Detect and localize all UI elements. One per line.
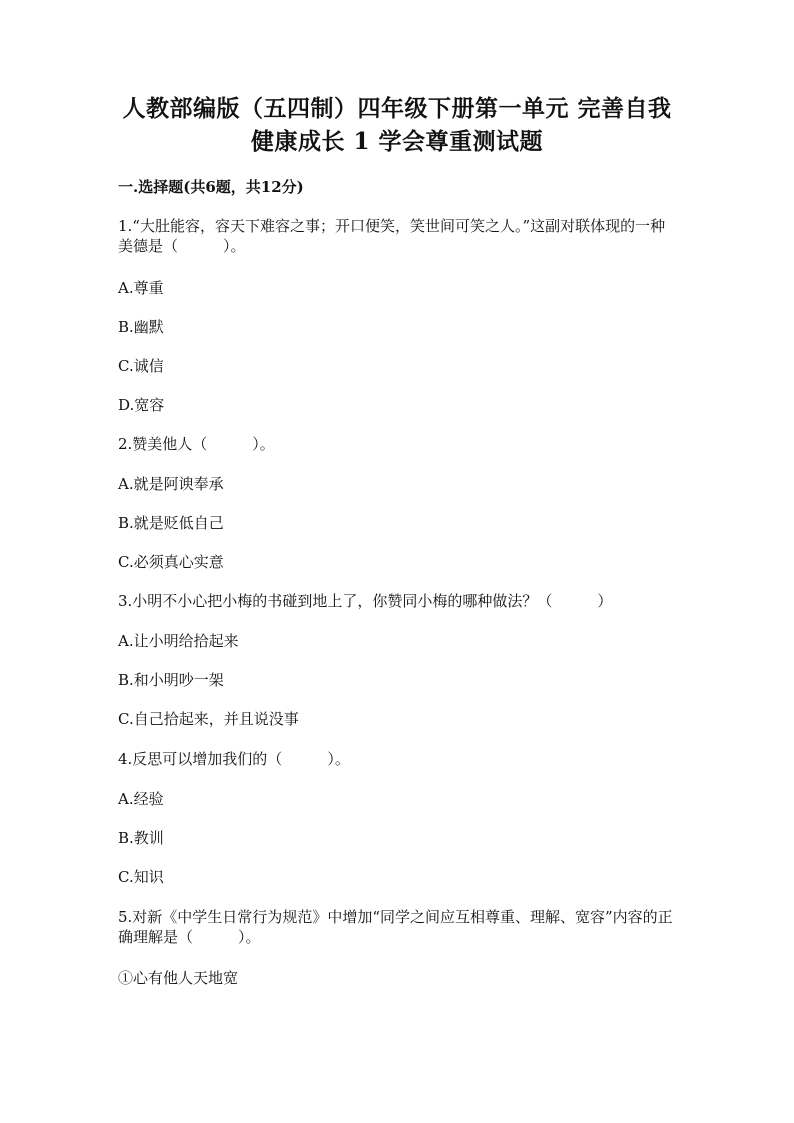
question-3-option-c[interactable]: C.自己拾起来，并且说没事 <box>118 710 299 728</box>
question-4-option-b[interactable]: B.教训 <box>118 829 164 847</box>
question-5-stem: 5.对新《中学生日常行为规范》中增加“同学之间应互相尊重、理解、宽容”内容的正确理解是（ ）。 <box>118 908 673 946</box>
question-2-option-c[interactable]: C.必须真心实意 <box>118 553 224 571</box>
section-heading: 一.选择题(共6题，共12分) <box>118 178 304 196</box>
question-1-stem: 1.“大肚能容，容天下难容之事；开口便笑，笑世间可笑之人。”这副对联体现的一种美德是（ ）。 <box>118 217 666 255</box>
question-3-option-b[interactable]: B.和小明吵一架 <box>118 671 224 689</box>
question-1-option-d[interactable]: D.宽容 <box>118 396 165 414</box>
question-4-option-a[interactable]: A.经验 <box>118 790 164 808</box>
question-3-stem: 3.小明不小心把小梅的书碰到地上了，你赞同小梅的哪种做法？（ ） <box>118 592 613 610</box>
question-1-option-c[interactable]: C.诚信 <box>118 357 164 375</box>
document-title: 人教部编版（五四制）四年级下册第一单元 完善自我 健康成长 1 学会尊重测试题 <box>122 95 672 155</box>
question-1-option-b[interactable]: B.幽默 <box>118 318 164 336</box>
question-2-option-b[interactable]: B.就是贬低自己 <box>118 514 224 532</box>
question-1-option-a[interactable]: A.尊重 <box>118 279 164 297</box>
question-2-stem: 2.赞美他人（ ）。 <box>118 435 275 453</box>
question-4-stem: 4.反思可以增加我们的（ ）。 <box>118 750 350 768</box>
question-5-option-1[interactable]: ①心有他人天地宽 <box>118 969 239 987</box>
question-2-option-a[interactable]: A.就是阿谀奉承 <box>118 475 224 493</box>
question-3-option-a[interactable]: A.让小明给拾起来 <box>118 632 239 650</box>
question-4-option-c[interactable]: C.知识 <box>118 868 164 886</box>
